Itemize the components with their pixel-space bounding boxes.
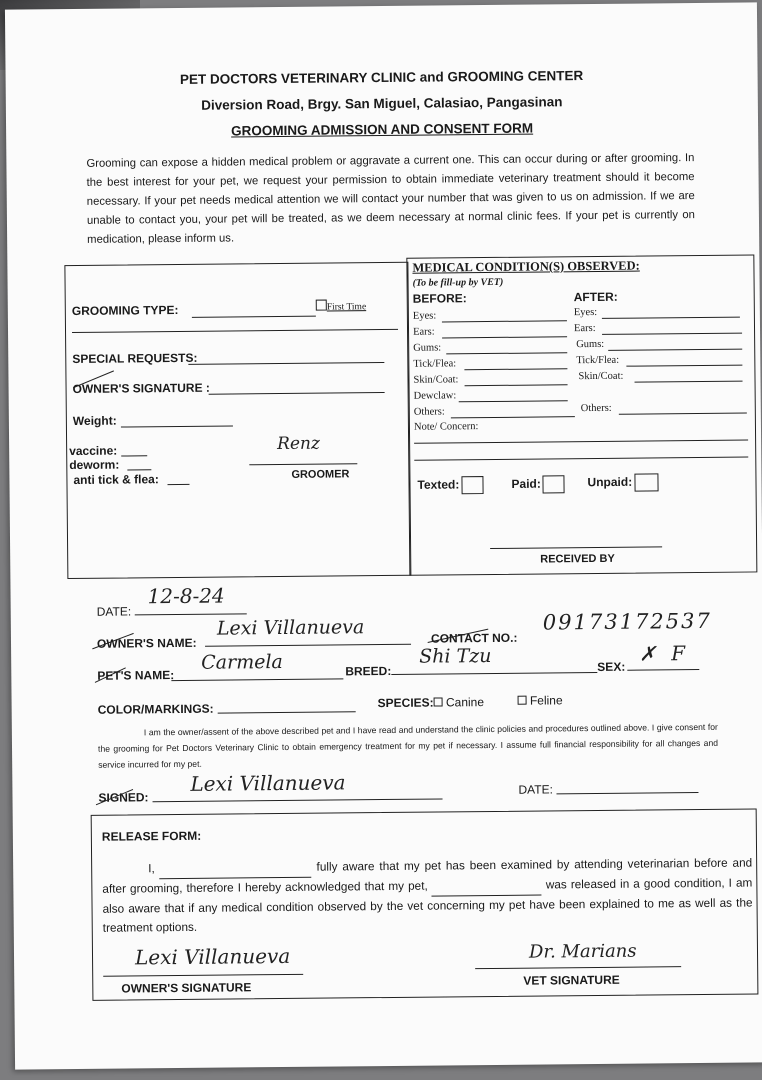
before-others: Others:: [413, 406, 445, 418]
owner-name-value[interactable]: Lexi Villanueva: [216, 616, 365, 640]
after-ears-field[interactable]: [602, 333, 742, 335]
before-ears-field[interactable]: [442, 336, 567, 338]
pet-name-label: PET'S NAME:: [97, 668, 175, 683]
vet-signature-label: VET SIGNATURE: [523, 972, 620, 988]
signed-signature[interactable]: Lexi Villanueva: [190, 770, 346, 796]
after-gums: Gums:: [576, 338, 605, 351]
release-text-1: fully aware that my pet has been examined by attending veterinarian before and after grooming, therefore I hereby acknowledged that my pet,: [102, 855, 753, 896]
note-label: Note/ Concern:: [413, 421, 479, 433]
after-others: Others:: [580, 402, 612, 415]
weight-label: Weight:: [72, 413, 117, 429]
sex-label: SEX:: [597, 659, 626, 674]
intro-paragraph: Grooming can expose a hidden medical problem or aggravate a current one. This can occur during or after grooming. In the best interest for your pet, we request your permission to obtain immediate veterinary treatment should it become necessary. If your pet needs medical attention we will contact your number that was given to us on admission. If we are unable to contact you, your pet will be treated, as we deem necessary at normal clinic fees. If your pet is currently on medication, please inform us.: [86, 152, 695, 246]
owner-signature-field[interactable]: [209, 392, 385, 395]
after-eyes-field[interactable]: [602, 317, 740, 319]
vaccine-label: vaccine:: [69, 443, 118, 459]
feline-label: Feline: [529, 693, 563, 708]
texted-label: Texted:: [417, 477, 460, 492]
note-line-1[interactable]: [414, 440, 748, 444]
medical-title: MEDICAL CONDITION(S) OBSERVED:: [412, 258, 640, 275]
received-by-label: RECEIVED BY: [540, 552, 615, 566]
grooming-type-field[interactable]: [192, 316, 316, 318]
medical-subtitle: (To be fill-up by VET): [412, 276, 504, 289]
before-others-field[interactable]: [451, 416, 575, 418]
special-requests-field[interactable]: [188, 362, 384, 365]
before-tick: Tick/Flea:: [413, 358, 457, 370]
release-pet-field[interactable]: [432, 876, 542, 897]
breed-label: BREED:: [345, 663, 392, 679]
groomer-line: [249, 463, 357, 465]
color-label: COLOR/MARKINGS:: [97, 701, 214, 717]
first-time-label: First Time: [326, 302, 367, 313]
breed-field: [391, 672, 597, 675]
deworm-field[interactable]: [127, 469, 151, 470]
form-title: GROOMING ADMISSION AND CONSENT FORM: [231, 120, 534, 139]
date-label: DATE:: [96, 604, 132, 619]
release-box: [91, 808, 759, 1000]
unpaid-option[interactable]: [587, 473, 658, 492]
after-tick: Tick/Flea:: [576, 354, 620, 367]
owner-name-field: [205, 644, 411, 647]
release-name-field[interactable]: [160, 858, 312, 879]
after-ears: Ears:: [573, 322, 596, 335]
sex-field: [627, 669, 699, 671]
medical-box: [406, 254, 757, 575]
unpaid-checkbox[interactable]: [634, 473, 658, 491]
before-skin-field[interactable]: [465, 384, 568, 386]
special-requests-label: SPECIAL REQUESTS:: [72, 350, 198, 367]
owner-signature-label: OWNER'S SIGNATURE :: [72, 380, 210, 397]
texted-option[interactable]: [417, 476, 483, 495]
clinic-name: PET DOCTORS VETERINARY CLINIC and GROOMING CENTER: [179, 68, 584, 87]
signed-field: [153, 798, 443, 802]
after-heading: AFTER:: [573, 289, 618, 305]
release-title: RELEASE FORM:: [101, 828, 202, 844]
contact-label: CONTACT NO.:: [430, 630, 518, 646]
unpaid-label: Unpaid:: [587, 474, 633, 490]
breed-value[interactable]: Shi Tzu: [419, 644, 492, 668]
canine-option[interactable]: [434, 695, 485, 709]
consent-paragraph: I am the owner/assent of the above described pet and I have read and understand the clinic policies and procedures outlined above. I give consent for the grooming for Pet Doctors Veterinary Clinic to obtain emergency treatment for my pet if necessary. I assume full financial responsibility for all changes and service incurred for my pet.: [97, 721, 719, 770]
grooming-type-extra-line: [72, 329, 398, 333]
before-ears: Ears:: [412, 326, 435, 338]
deworm-label: deworm:: [69, 457, 120, 473]
after-gums-field[interactable]: [608, 349, 742, 351]
before-eyes: Eyes:: [412, 310, 437, 322]
clinic-address: Diversion Road, Brgy. San Miguel, Calasiao, Pangasinan: [201, 94, 563, 113]
paid-label: Paid:: [511, 476, 541, 491]
anti-tick-field[interactable]: [167, 484, 189, 485]
contact-value[interactable]: 09173172537: [542, 608, 712, 635]
feline-checkbox[interactable]: [518, 696, 527, 705]
release-i: I,: [148, 861, 155, 876]
signed-label: SIGNED:: [98, 790, 149, 805]
owner-signature-line: [103, 974, 303, 977]
pet-name-value[interactable]: Carmela: [201, 650, 283, 674]
release-text-2: was released in a good condition, I am also aware that if any medical condition observed by the vet concerning my pet have been explained to me as well as the treatment options.: [102, 875, 753, 935]
paid-option[interactable]: [511, 475, 565, 494]
paid-checkbox[interactable]: [543, 475, 565, 493]
after-others-field[interactable]: [619, 413, 747, 415]
after-skin: Skin/Coat:: [578, 370, 624, 383]
before-skin: Skin/Coat:: [413, 374, 459, 386]
after-tick-field[interactable]: [626, 365, 742, 367]
release-paragraph: [102, 854, 753, 938]
vet-signature-line: [475, 966, 681, 969]
weight-field[interactable]: [121, 425, 233, 427]
before-tick-field[interactable]: [464, 368, 567, 370]
release-owner-signature[interactable]: Lexi Villanueva: [134, 943, 291, 970]
feline-option[interactable]: [518, 693, 563, 707]
vaccine-field[interactable]: [121, 455, 147, 456]
date-value[interactable]: 12-8-24: [147, 583, 225, 609]
first-time-checkbox[interactable]: [316, 300, 327, 311]
grooming-type-label: GROOMING TYPE:: [71, 302, 179, 319]
sex-value[interactable]: F: [671, 641, 686, 666]
note-line-2[interactable]: [414, 457, 748, 461]
before-gums-field[interactable]: [446, 352, 567, 354]
received-by-line[interactable]: [490, 546, 662, 549]
form-page: [5, 2, 762, 1069]
release-vet-signature[interactable]: Dr. Marians: [528, 940, 637, 963]
color-field[interactable]: [218, 711, 356, 713]
first-time-option[interactable]: [316, 299, 366, 312]
before-gums: Gums:: [413, 342, 442, 354]
before-dewclaw: Dewclaw:: [413, 390, 457, 402]
before-eyes-field[interactable]: [442, 320, 567, 322]
pet-name-field: [171, 678, 343, 681]
texted-checkbox[interactable]: [461, 476, 483, 494]
canine-label: Canine: [445, 695, 485, 710]
owner-signature-label: OWNER'S SIGNATURE: [121, 980, 252, 996]
anti-tick-label: anti tick & flea:: [73, 472, 159, 487]
canine-checkbox[interactable]: [434, 697, 443, 706]
signed-date-label: DATE:: [518, 782, 553, 797]
before-dewclaw-field[interactable]: [459, 400, 568, 402]
groomer-label: GROOMER: [291, 468, 350, 481]
species-label: SPECIES:: [377, 695, 434, 711]
before-heading: BEFORE:: [412, 291, 467, 306]
after-skin-field[interactable]: [635, 381, 743, 383]
sex-scribble: ✗: [639, 641, 657, 666]
signed-date-field[interactable]: [556, 792, 698, 794]
after-eyes: Eyes:: [573, 306, 598, 319]
groomer-signature: Renz: [277, 433, 320, 455]
grooming-box: [64, 262, 411, 579]
owner-name-label: OWNER'S NAME:: [96, 635, 197, 651]
date-field: [135, 613, 247, 615]
